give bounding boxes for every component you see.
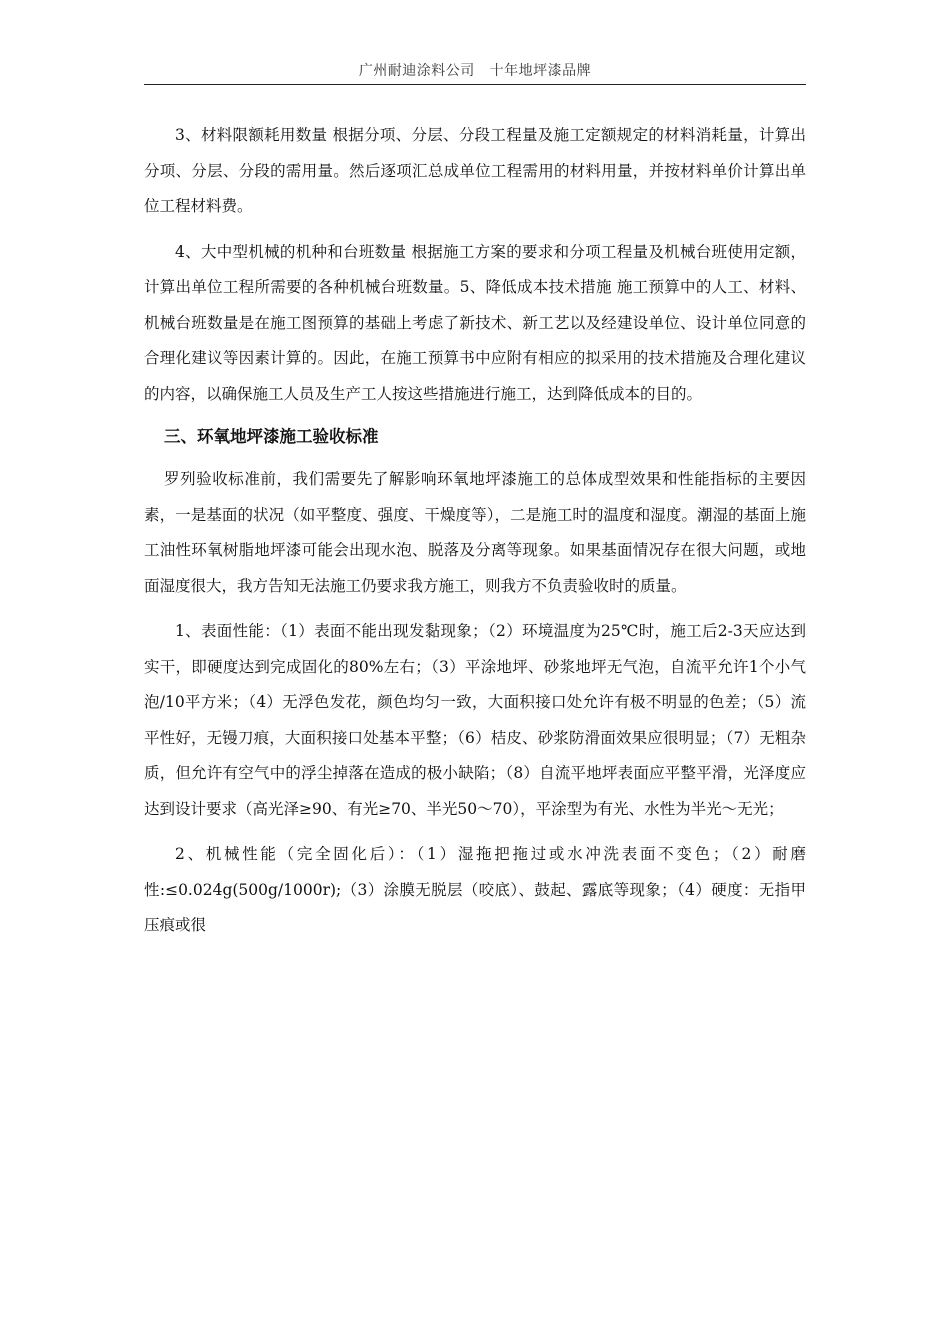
document-body: [144, 118, 806, 944]
page-header: [144, 62, 806, 85]
paragraph-machinery-and-cost-measures: 4、大中型机械的机种和台班数量 根据施工方案的要求和分项工程量及机械台班使用定额，计算出单位工程所需要的各种机械台班数量。5、降低成本技术措施 施工预算中的人工、材料、机械台班数量是在施工图预算的基础上考虑了新技术、新工艺以及经建设单位、设计单位同意的合理化建议等因素计算的。因此，在施工预算书中应附有相应的拟采用的技术措施及合理化建议的内容，以确保施工人员及生产工人按这些措施进行施工，达到降低成本的目的。: [144, 242, 806, 403]
paragraph-surface-performance: 1、表面性能：（1）表面不能出现发黏现象；（2）环境温度为25℃时，施工后2-3天应达到实干，即硬度达到完成固化的80%左右；（3）平涂地坪、砂浆地坪无气泡，自流平允许1个小气泡/10平方米；（4）无浮色发花，颜色均匀一致，大面积接口处允许有极不明显的色差；（5）流平性好，无镘刀痕，大面积接口处基本平整；（6）桔皮、砂浆防滑面效果应很明显；（7）无粗杂质，但允许有空气中的浮尘掉落在造成的极小缺陷；（8）自流平地坪表面应平整平滑，光泽度应达到设计要求（高光泽≥90、有光≥70、半光50～70），平涂型为有光、水性为半光～无光；: [144, 622, 806, 818]
paragraph-mechanical-performance: 2、机械性能（完全固化后）：（1）湿拖把拖过或水冲洗表面不变色；（2）耐磨性:≤0.024g(500g/1000r);（3）涂膜无脱层（咬底）、鼓起、露底等现象；（4）硬度：无指甲压痕或很: [144, 845, 806, 934]
paragraph-material-quota: 3、材料限额耗用数量 根据分项、分层、分段工程量及施工定额规定的材料消耗量，计算出分项、分层、分段的需用量。然后逐项汇总成单位工程需用的材料用量，并按材料单价计算出单位工程材料费。: [144, 126, 806, 215]
header-text: 广州耐迪涂料公司 十年地坪漆品牌: [358, 63, 592, 79]
paragraph-acceptance-intro: 罗列验收标准前，我们需要先了解影响环氧地坪漆施工的总体成型效果和性能指标的主要因素，一是基面的状况（如平整度、强度、干燥度等），二是施工时的温度和湿度。潮湿的基面上施工油性环氧树脂地坪漆可能会出现水泡、脱落及分离等现象。如果基面情况存在很大问题，或地面湿度很大，我方告知无法施工仍要求我方施工，则我方不负责验收时的质量。: [144, 470, 806, 595]
section-heading-acceptance-standard: 三、环氧地坪漆施工验收标准: [164, 427, 379, 446]
